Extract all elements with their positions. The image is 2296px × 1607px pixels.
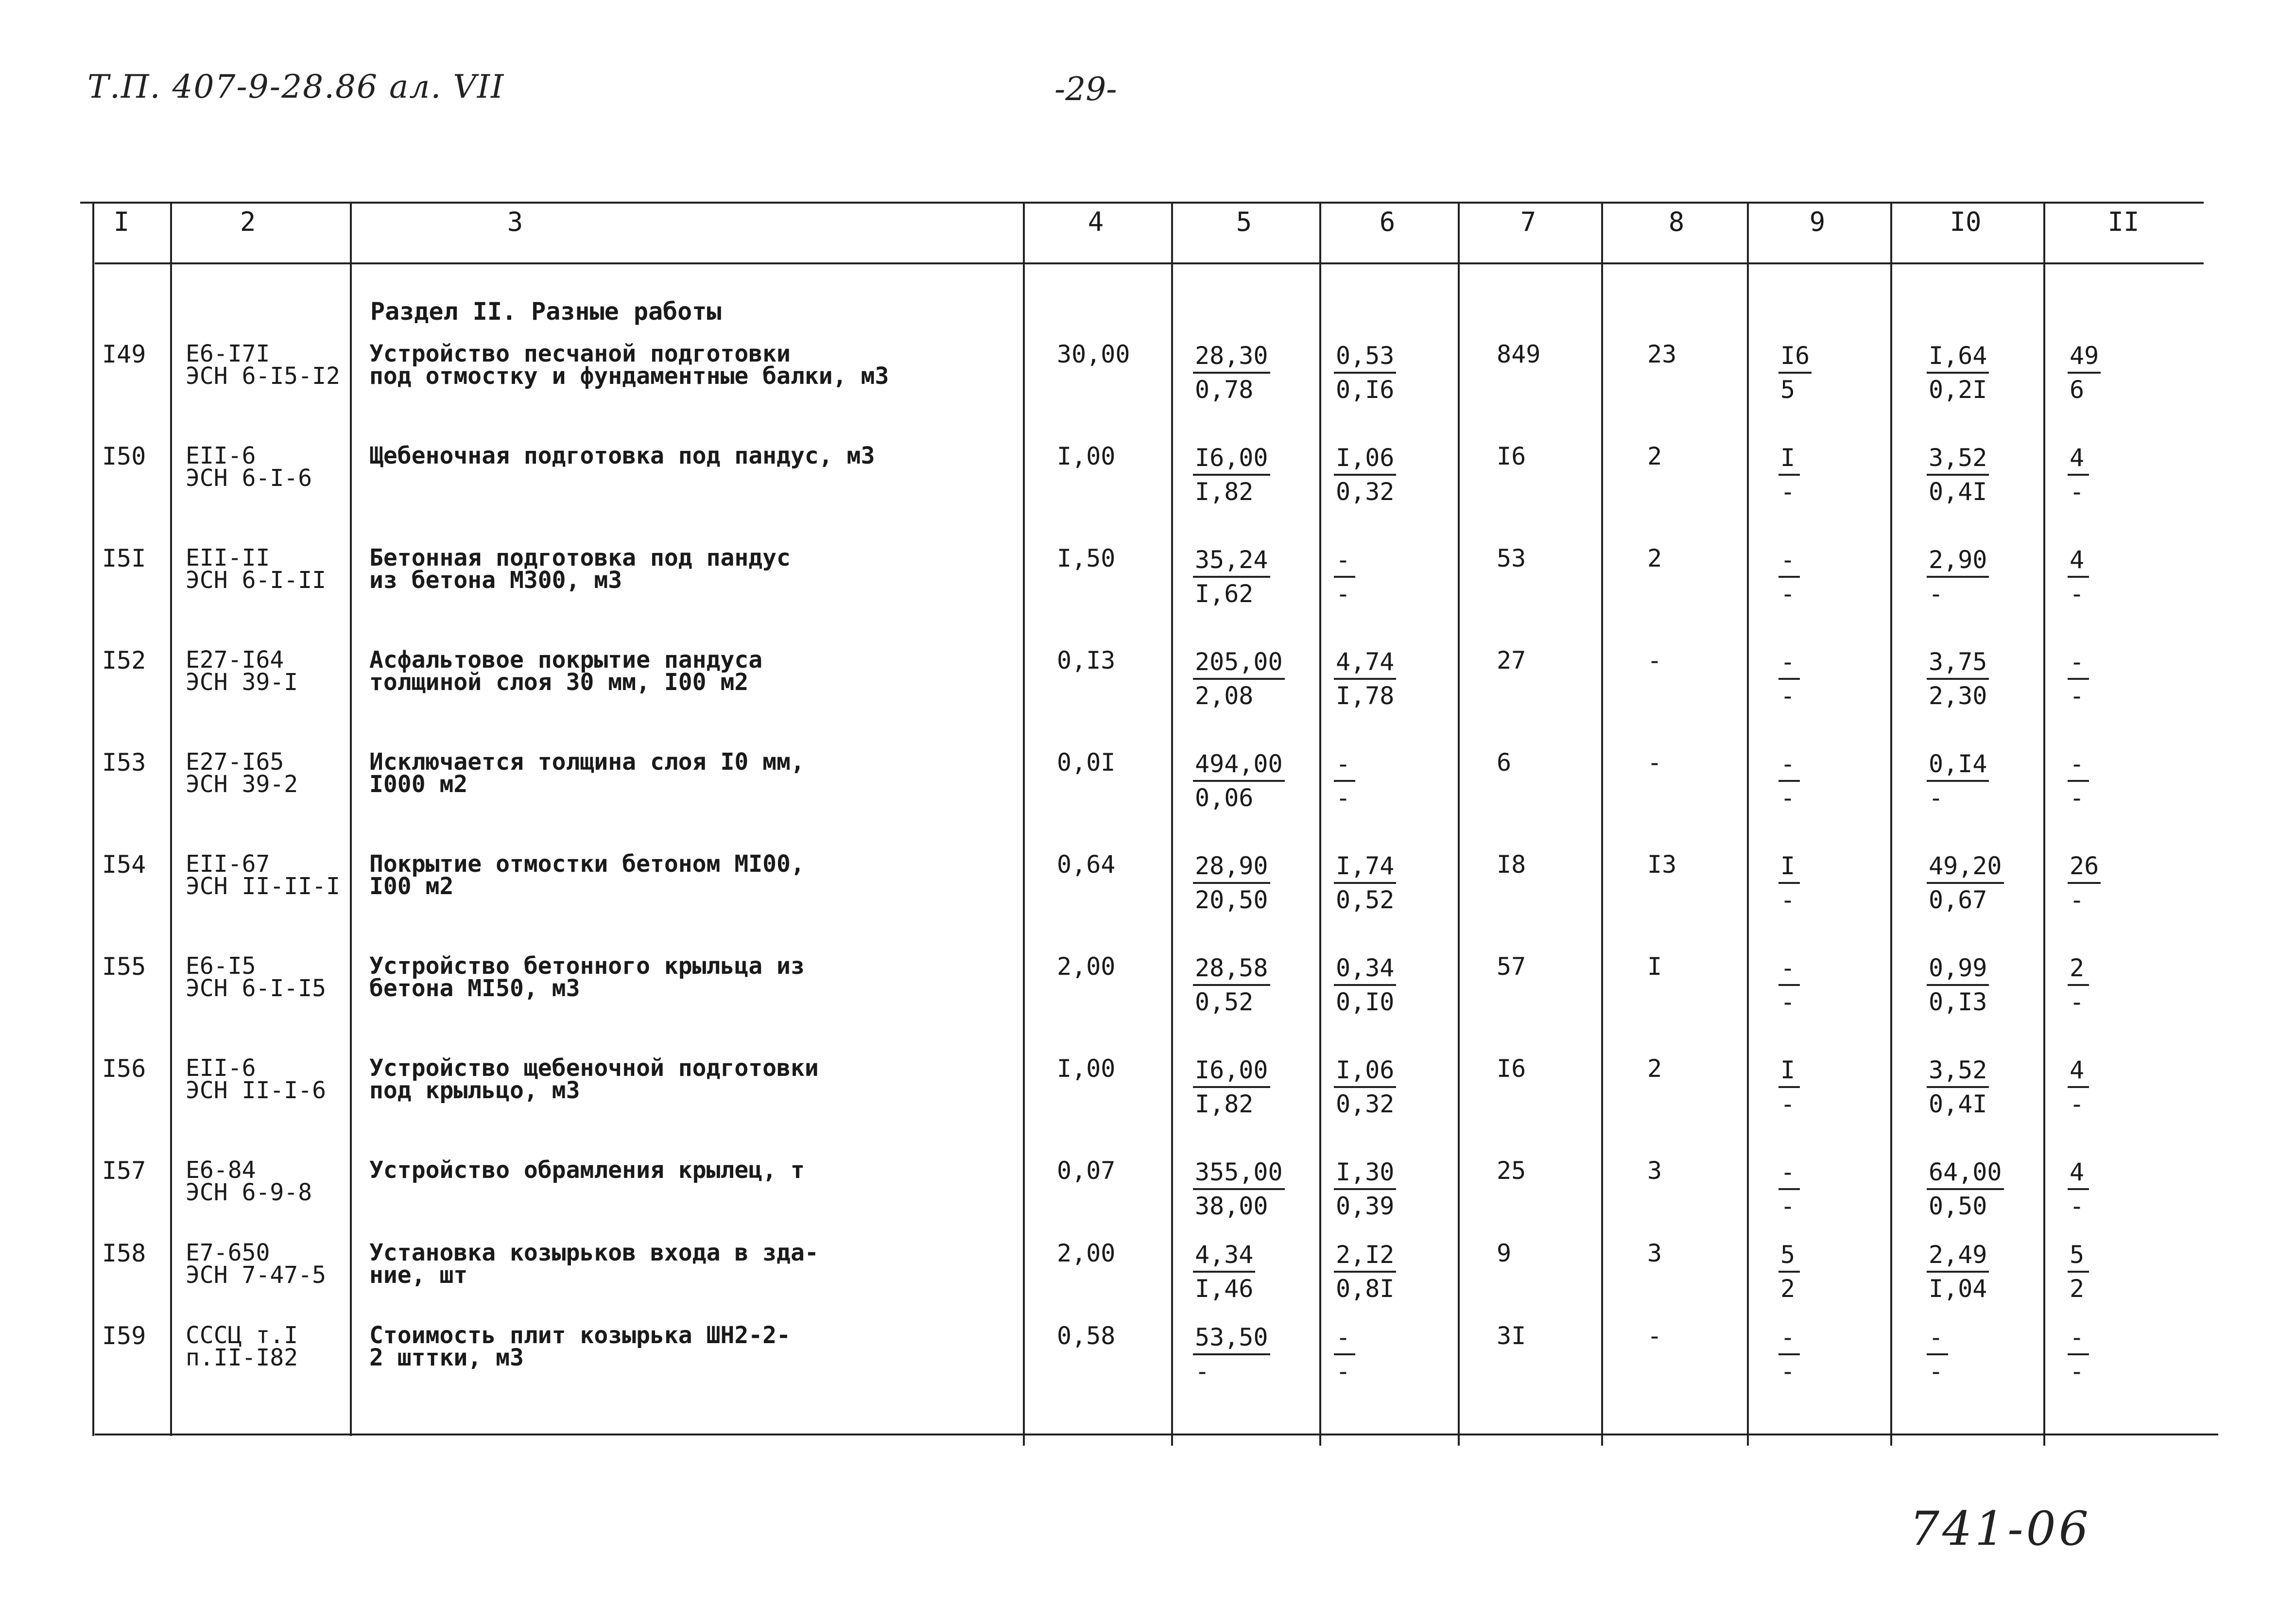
col11-value bbox=[2068, 850, 2101, 916]
col5-value-bottom: 0,78 bbox=[1195, 376, 1254, 404]
col6-value-top: - bbox=[1334, 748, 1355, 782]
col5-value-top: I6,00 bbox=[1193, 442, 1270, 476]
col8-value: - bbox=[1647, 1322, 1662, 1350]
col5-value-bottom: I,82 bbox=[1195, 478, 1254, 506]
col11-value-top: 4 bbox=[2068, 544, 2089, 578]
work-description-cont: толщиной слоя 30 мм, I00 м2 bbox=[369, 669, 749, 696]
col10-value-bottom: 2,30 bbox=[1929, 682, 1987, 710]
col7-value: 53 bbox=[1497, 544, 1526, 572]
col10-value-bottom: - bbox=[1929, 580, 1944, 608]
col8-value: - bbox=[1647, 748, 1662, 777]
col6-value bbox=[1334, 340, 1396, 406]
row-number: I54 bbox=[102, 850, 146, 879]
col8-value: 2 bbox=[1647, 442, 1662, 470]
section-title: Раздел II. Разные работы bbox=[370, 297, 722, 326]
col10-value-bottom: - bbox=[1929, 784, 1944, 812]
col6-value-top: 4,74 bbox=[1334, 646, 1396, 680]
column-header-6: 6 bbox=[1379, 207, 1396, 237]
col9-value-bottom: - bbox=[1780, 784, 1795, 812]
col11-value bbox=[2068, 442, 2089, 508]
quantity: 30,00 bbox=[1057, 340, 1130, 368]
col9-value-top: - bbox=[1778, 544, 1800, 578]
col5-value-bottom: I,46 bbox=[1195, 1275, 1254, 1303]
col11-value-top: - bbox=[2068, 1321, 2089, 1355]
col7-value: 57 bbox=[1497, 952, 1526, 981]
col11-value-top: 49 bbox=[2068, 340, 2101, 374]
rate-code-esn: ЭСН II-II-I bbox=[186, 873, 340, 900]
col9-value-bottom: - bbox=[1780, 1192, 1795, 1220]
col10-value-top: 2,90 bbox=[1927, 544, 1989, 578]
col9-value-bottom: - bbox=[1780, 682, 1795, 710]
row-number: I50 bbox=[102, 442, 146, 470]
rate-code-esn: ЭСН 6-I5-I2 bbox=[186, 363, 340, 390]
col11-value bbox=[2068, 544, 2089, 610]
col-line-4 bbox=[1171, 202, 1173, 1446]
rate-code-esn: ЭСН 6-9-8 bbox=[186, 1179, 312, 1206]
col6-value-bottom: 0,39 bbox=[1336, 1192, 1395, 1220]
col10-value-top: 0,99 bbox=[1927, 952, 1989, 986]
col9-value-bottom: - bbox=[1780, 1090, 1795, 1118]
col6-value-bottom: - bbox=[1336, 1357, 1351, 1385]
rate-code: Е6-I7I bbox=[186, 340, 270, 367]
col9-value bbox=[1778, 544, 1800, 610]
col-line-3 bbox=[1023, 202, 1025, 1446]
col-line-0 bbox=[92, 202, 94, 1436]
work-description-cont: под крыльцо, м3 bbox=[369, 1077, 580, 1104]
work-description: Бетонная подготовка под пандус bbox=[369, 544, 791, 571]
col11-value bbox=[2068, 1156, 2089, 1222]
col5-value bbox=[1193, 442, 1270, 508]
col-line-9 bbox=[1890, 202, 1892, 1446]
rate-code-esn: ЭСН II-I-6 bbox=[186, 1077, 326, 1104]
col9-value-bottom: - bbox=[1780, 580, 1795, 608]
col11-value bbox=[2068, 748, 2089, 814]
col11-value-top: 4 bbox=[2068, 1156, 2089, 1190]
col5-value-bottom: - bbox=[1195, 1357, 1210, 1385]
col7-value: 3I bbox=[1497, 1322, 1526, 1350]
column-header-10: I0 bbox=[1950, 207, 1982, 237]
column-header-5: 5 bbox=[1236, 207, 1252, 237]
column-header-3: 3 bbox=[507, 207, 523, 237]
work-description-cont: I000 м2 bbox=[369, 771, 468, 798]
col11-value bbox=[2068, 646, 2089, 712]
col10-value-bottom: 0,67 bbox=[1929, 886, 1987, 914]
work-description-cont: из бетона М300, м3 bbox=[369, 567, 622, 594]
col6-value-top: 2,I2 bbox=[1334, 1239, 1396, 1273]
col6-value bbox=[1334, 1156, 1396, 1222]
archive-stamp: 741-06 bbox=[1910, 1502, 2091, 1556]
quantity: 0,07 bbox=[1057, 1157, 1116, 1185]
col5-value bbox=[1193, 1239, 1255, 1305]
col9-value-top: - bbox=[1778, 952, 1800, 986]
col9-value-top: I6 bbox=[1778, 340, 1812, 374]
column-header-8: 8 bbox=[1668, 207, 1685, 237]
work-description-cont: бетона МI50, м3 bbox=[369, 975, 580, 1002]
col5-value-top: 4,34 bbox=[1193, 1239, 1255, 1273]
col6-value bbox=[1334, 544, 1355, 610]
col9-value bbox=[1778, 952, 1800, 1018]
col5-value-top: 28,30 bbox=[1193, 340, 1270, 374]
col8-value: I bbox=[1647, 952, 1662, 981]
col-line-1 bbox=[170, 202, 172, 1436]
col7-value: I8 bbox=[1497, 850, 1526, 879]
col9-value-bottom: - bbox=[1780, 1357, 1795, 1385]
col7-value: 849 bbox=[1497, 340, 1541, 368]
col6-value bbox=[1334, 1239, 1396, 1305]
col11-value-bottom: - bbox=[2070, 988, 2085, 1016]
col7-value: 27 bbox=[1497, 646, 1526, 674]
col11-value bbox=[2068, 1321, 2089, 1387]
rate-code: ЕII-6 bbox=[186, 1054, 256, 1082]
col-line-6 bbox=[1458, 202, 1460, 1446]
document-reference: Т.П. 407-9-28.86 ал. VII bbox=[87, 68, 505, 105]
col5-value-top: 28,90 bbox=[1193, 850, 1270, 884]
col9-value-bottom: 5 bbox=[1780, 376, 1795, 404]
col9-value-top: - bbox=[1778, 1321, 1800, 1355]
col11-value-bottom: - bbox=[2070, 478, 2085, 506]
rate-code: ЕII-II bbox=[186, 544, 270, 571]
col5-value bbox=[1193, 646, 1285, 712]
work-description-cont: I00 м2 bbox=[369, 873, 454, 900]
col9-value bbox=[1778, 340, 1812, 406]
col9-value-bottom: - bbox=[1780, 988, 1795, 1016]
rate-code: Е27-I64 bbox=[186, 646, 284, 674]
col-line-7 bbox=[1601, 202, 1603, 1446]
col8-value: I3 bbox=[1647, 850, 1677, 879]
col9-value bbox=[1778, 1054, 1800, 1120]
col-line-10 bbox=[2043, 202, 2045, 1446]
col10-value-top: 2,49 bbox=[1927, 1239, 1989, 1273]
col6-value-top: I,06 bbox=[1334, 1054, 1396, 1088]
col7-value: 9 bbox=[1497, 1239, 1512, 1267]
col6-value-bottom: 0,32 bbox=[1336, 478, 1395, 506]
col5-value-bottom: 2,08 bbox=[1195, 682, 1254, 710]
rate-code: Е7-650 bbox=[186, 1239, 270, 1266]
rate-code: Е6-84 bbox=[186, 1157, 256, 1184]
row-number: I53 bbox=[102, 748, 146, 777]
col8-value: 2 bbox=[1647, 544, 1662, 572]
col5-value bbox=[1193, 748, 1285, 814]
quantity: 0,64 bbox=[1057, 850, 1116, 879]
col5-value-bottom: 38,00 bbox=[1195, 1192, 1268, 1220]
work-description: Устройство бетонного крыльца из bbox=[369, 952, 805, 980]
col10-value-bottom: I,04 bbox=[1929, 1275, 1987, 1303]
quantity: 0,0I bbox=[1057, 748, 1116, 777]
column-header-11: II bbox=[2107, 207, 2140, 237]
col10-value bbox=[1927, 340, 1989, 406]
col10-value-top: 64,00 bbox=[1927, 1156, 2004, 1190]
row-number: I49 bbox=[102, 340, 146, 368]
col9-value-bottom: 2 bbox=[1780, 1275, 1795, 1303]
col6-value-top: 0,53 bbox=[1334, 340, 1396, 374]
page-number: -29- bbox=[1054, 70, 1117, 108]
work-description-cont: 2 шттки, м3 bbox=[369, 1344, 524, 1371]
col5-value bbox=[1193, 952, 1270, 1018]
work-description-cont: под отмостку и фундаментные балки, м3 bbox=[369, 363, 889, 390]
col5-value-top: 28,58 bbox=[1193, 952, 1270, 986]
table-bottom-border bbox=[95, 1434, 2218, 1435]
quantity: I,00 bbox=[1057, 1054, 1116, 1083]
row-number: I57 bbox=[102, 1157, 146, 1185]
col10-value-bottom: 0,4I bbox=[1929, 1090, 1987, 1118]
col9-value-top: - bbox=[1778, 1156, 1800, 1190]
col11-value-bottom: 2 bbox=[2070, 1275, 2085, 1303]
col-line-2 bbox=[350, 202, 352, 1436]
col10-value-bottom: 0,50 bbox=[1929, 1192, 1987, 1220]
col11-value bbox=[2068, 952, 2089, 1018]
col11-value-top: - bbox=[2068, 748, 2089, 782]
col6-value bbox=[1334, 952, 1396, 1018]
work-description: Асфальтовое покрытие пандуса bbox=[369, 646, 763, 674]
col11-value-bottom: - bbox=[2070, 1357, 2085, 1385]
col6-value-bottom: 0,52 bbox=[1336, 886, 1395, 914]
col11-value-bottom: - bbox=[2070, 886, 2085, 914]
col6-value bbox=[1334, 1054, 1396, 1120]
quantity: 0,58 bbox=[1057, 1322, 1116, 1350]
column-header-1: I bbox=[113, 207, 130, 237]
col9-value-top: I bbox=[1778, 1054, 1800, 1088]
col6-value-bottom: 0,8I bbox=[1336, 1275, 1395, 1303]
quantity: I,50 bbox=[1057, 544, 1116, 572]
col11-value bbox=[2068, 1239, 2089, 1305]
col6-value-bottom: - bbox=[1336, 580, 1351, 608]
col10-value-top: - bbox=[1927, 1321, 1948, 1355]
col11-value-top: - bbox=[2068, 646, 2089, 680]
col9-value bbox=[1778, 442, 1800, 508]
col6-value-bottom: I,78 bbox=[1336, 682, 1395, 710]
column-header-9: 9 bbox=[1809, 207, 1826, 237]
rate-code-esn: ЭСН 7-47-5 bbox=[186, 1261, 326, 1289]
work-description: Установка козырьков входа в зда- bbox=[369, 1239, 819, 1266]
rate-code-esn: п.II-I82 bbox=[186, 1344, 298, 1371]
col11-value-top: 2 bbox=[2068, 952, 2089, 986]
work-description: Устройство щебеночной подготовки bbox=[369, 1054, 819, 1082]
col6-value-top: - bbox=[1334, 1321, 1355, 1355]
work-description: Стоимость плит козырька ШН2-2- bbox=[369, 1322, 791, 1349]
col10-value bbox=[1927, 850, 2004, 916]
col9-value bbox=[1778, 646, 1800, 712]
col5-value-top: 53,50 bbox=[1193, 1321, 1270, 1355]
rate-code-esn: ЭСН 6-I-6 bbox=[186, 465, 312, 492]
col11-value-bottom: - bbox=[2070, 1090, 2085, 1118]
col10-value bbox=[1927, 544, 1989, 610]
col10-value bbox=[1927, 1321, 1948, 1387]
col6-value-bottom: 0,I6 bbox=[1336, 376, 1395, 404]
col5-value-top: 205,00 bbox=[1193, 646, 1285, 680]
col9-value bbox=[1778, 1156, 1800, 1222]
col8-value: 3 bbox=[1647, 1157, 1662, 1185]
col11-value bbox=[2068, 1054, 2089, 1120]
rate-code: Е27-I65 bbox=[186, 748, 284, 776]
col10-value bbox=[1927, 1156, 2004, 1222]
col5-value bbox=[1193, 340, 1270, 406]
col6-value-top: I,30 bbox=[1334, 1156, 1396, 1190]
col10-value-top: 49,20 bbox=[1927, 850, 2004, 884]
col10-value bbox=[1927, 1239, 1989, 1305]
work-description-cont: ние, шт bbox=[369, 1261, 468, 1289]
col10-value-bottom: 0,I3 bbox=[1929, 988, 1987, 1016]
col5-value-top: 35,24 bbox=[1193, 544, 1270, 578]
col5-value bbox=[1193, 544, 1270, 610]
work-description: Устройство обрамления крылец, т bbox=[369, 1157, 805, 1184]
col9-value-top: - bbox=[1778, 646, 1800, 680]
col10-value-top: 3,52 bbox=[1927, 1054, 1989, 1088]
col7-value: I6 bbox=[1497, 442, 1526, 470]
col10-value-bottom: 0,4I bbox=[1929, 478, 1987, 506]
col9-value bbox=[1778, 1321, 1800, 1387]
col5-value bbox=[1193, 850, 1270, 916]
col5-value-bottom: 0,52 bbox=[1195, 988, 1254, 1016]
col8-value: 2 bbox=[1647, 1054, 1662, 1083]
row-number: I55 bbox=[102, 952, 146, 981]
quantity: I,00 bbox=[1057, 442, 1116, 470]
work-description: Щебеночная подготовка под пандус, м3 bbox=[369, 442, 875, 469]
work-description: Покрытие отмостки бетоном МI00, bbox=[369, 850, 805, 878]
col11-value-top: 4 bbox=[2068, 442, 2089, 476]
col5-value-bottom: 20,50 bbox=[1195, 886, 1268, 914]
col7-value: 25 bbox=[1497, 1157, 1526, 1185]
col6-value-bottom: - bbox=[1336, 784, 1351, 812]
rate-code-esn: ЭСН 6-I-I5 bbox=[186, 975, 326, 1002]
column-header-4: 4 bbox=[1088, 207, 1104, 237]
col10-value-bottom: - bbox=[1929, 1357, 1944, 1385]
col11-value-top: 4 bbox=[2068, 1054, 2089, 1088]
rate-code: ЕII-67 bbox=[186, 850, 270, 878]
col5-value bbox=[1193, 1054, 1270, 1120]
work-description: Устройство песчаной подготовки bbox=[369, 340, 791, 367]
rate-code-esn: ЭСН 6-I-II bbox=[186, 567, 326, 594]
rate-code: ЕII-6 bbox=[186, 442, 256, 469]
col8-value: 3 bbox=[1647, 1239, 1662, 1267]
column-header-2: 2 bbox=[240, 207, 256, 237]
col5-value-bottom: I,62 bbox=[1195, 580, 1254, 608]
col9-value-bottom: - bbox=[1780, 886, 1795, 914]
col11-value-bottom: - bbox=[2070, 682, 2085, 710]
col11-value-bottom: - bbox=[2070, 784, 2085, 812]
col6-value-bottom: 0,I0 bbox=[1336, 988, 1395, 1016]
col11-value-bottom: 6 bbox=[2070, 376, 2085, 404]
col6-value-bottom: 0,32 bbox=[1336, 1090, 1395, 1118]
row-number: I59 bbox=[102, 1322, 146, 1350]
quantity: 2,00 bbox=[1057, 1239, 1116, 1267]
col10-value-top: 3,75 bbox=[1927, 646, 1989, 680]
col5-value-bottom: 0,06 bbox=[1195, 784, 1254, 812]
col6-value-top: I,06 bbox=[1334, 442, 1396, 476]
col10-value bbox=[1927, 952, 1989, 1018]
col-line-8 bbox=[1747, 202, 1749, 1446]
col8-value: - bbox=[1647, 646, 1662, 674]
col11-value-bottom: - bbox=[2070, 1192, 2085, 1220]
col9-value-bottom: - bbox=[1780, 478, 1795, 506]
col11-value-bottom: - bbox=[2070, 580, 2085, 608]
col6-value bbox=[1334, 442, 1396, 508]
quantity: 2,00 bbox=[1057, 952, 1116, 981]
col5-value-bottom: I,82 bbox=[1195, 1090, 1254, 1118]
col10-value bbox=[1927, 442, 1989, 508]
rate-code: СССЦ т.I bbox=[186, 1322, 298, 1349]
col6-value-top: 0,34 bbox=[1334, 952, 1396, 986]
col9-value-top: I bbox=[1778, 850, 1800, 884]
col10-value-bottom: 0,2I bbox=[1929, 376, 1987, 404]
col10-value-top: I,64 bbox=[1927, 340, 1989, 374]
row-number: I56 bbox=[102, 1054, 146, 1083]
table-top-border bbox=[80, 202, 2204, 204]
col11-value bbox=[2068, 340, 2101, 406]
col9-value bbox=[1778, 748, 1800, 814]
col11-value-top: 5 bbox=[2068, 1239, 2089, 1273]
col10-value-top: 3,52 bbox=[1927, 442, 1989, 476]
col5-value-top: 494,00 bbox=[1193, 748, 1285, 782]
col5-value bbox=[1193, 1321, 1270, 1387]
row-number: I5I bbox=[102, 544, 146, 572]
col11-value-top: 26 bbox=[2068, 850, 2101, 884]
col5-value bbox=[1193, 1156, 1285, 1222]
rate-code: Е6-I5 bbox=[186, 952, 256, 980]
rate-code-esn: ЭСН 39-I bbox=[186, 669, 298, 696]
col9-value-top: 5 bbox=[1778, 1239, 1800, 1273]
col5-value-top: 355,00 bbox=[1193, 1156, 1285, 1190]
row-number: I58 bbox=[102, 1239, 146, 1267]
row-number: I52 bbox=[102, 646, 146, 674]
quantity: 0,I3 bbox=[1057, 646, 1116, 674]
col6-value-top: I,74 bbox=[1334, 850, 1396, 884]
col10-value-top: 0,I4 bbox=[1927, 748, 1989, 782]
col8-value: 23 bbox=[1647, 340, 1677, 368]
col6-value bbox=[1334, 748, 1355, 814]
col9-value bbox=[1778, 1239, 1800, 1305]
col6-value bbox=[1334, 1321, 1355, 1387]
col6-value-top: - bbox=[1334, 544, 1355, 578]
col7-value: I6 bbox=[1497, 1054, 1526, 1083]
work-description: Исключается толщина слоя I0 мм, bbox=[369, 748, 805, 776]
col9-value-top: I bbox=[1778, 442, 1800, 476]
col10-value bbox=[1927, 748, 1989, 814]
col-line-5 bbox=[1319, 202, 1321, 1446]
col10-value bbox=[1927, 1054, 1989, 1120]
col10-value bbox=[1927, 646, 1989, 712]
col7-value: 6 bbox=[1497, 748, 1512, 777]
col9-value-top: - bbox=[1778, 748, 1800, 782]
header-bottom-border bbox=[95, 262, 2204, 264]
rate-code-esn: ЭСН 39-2 bbox=[186, 771, 298, 798]
col9-value bbox=[1778, 850, 1800, 916]
col6-value bbox=[1334, 646, 1396, 712]
col5-value-top: I6,00 bbox=[1193, 1054, 1270, 1088]
column-header-7: 7 bbox=[1520, 207, 1536, 237]
col6-value bbox=[1334, 850, 1396, 916]
